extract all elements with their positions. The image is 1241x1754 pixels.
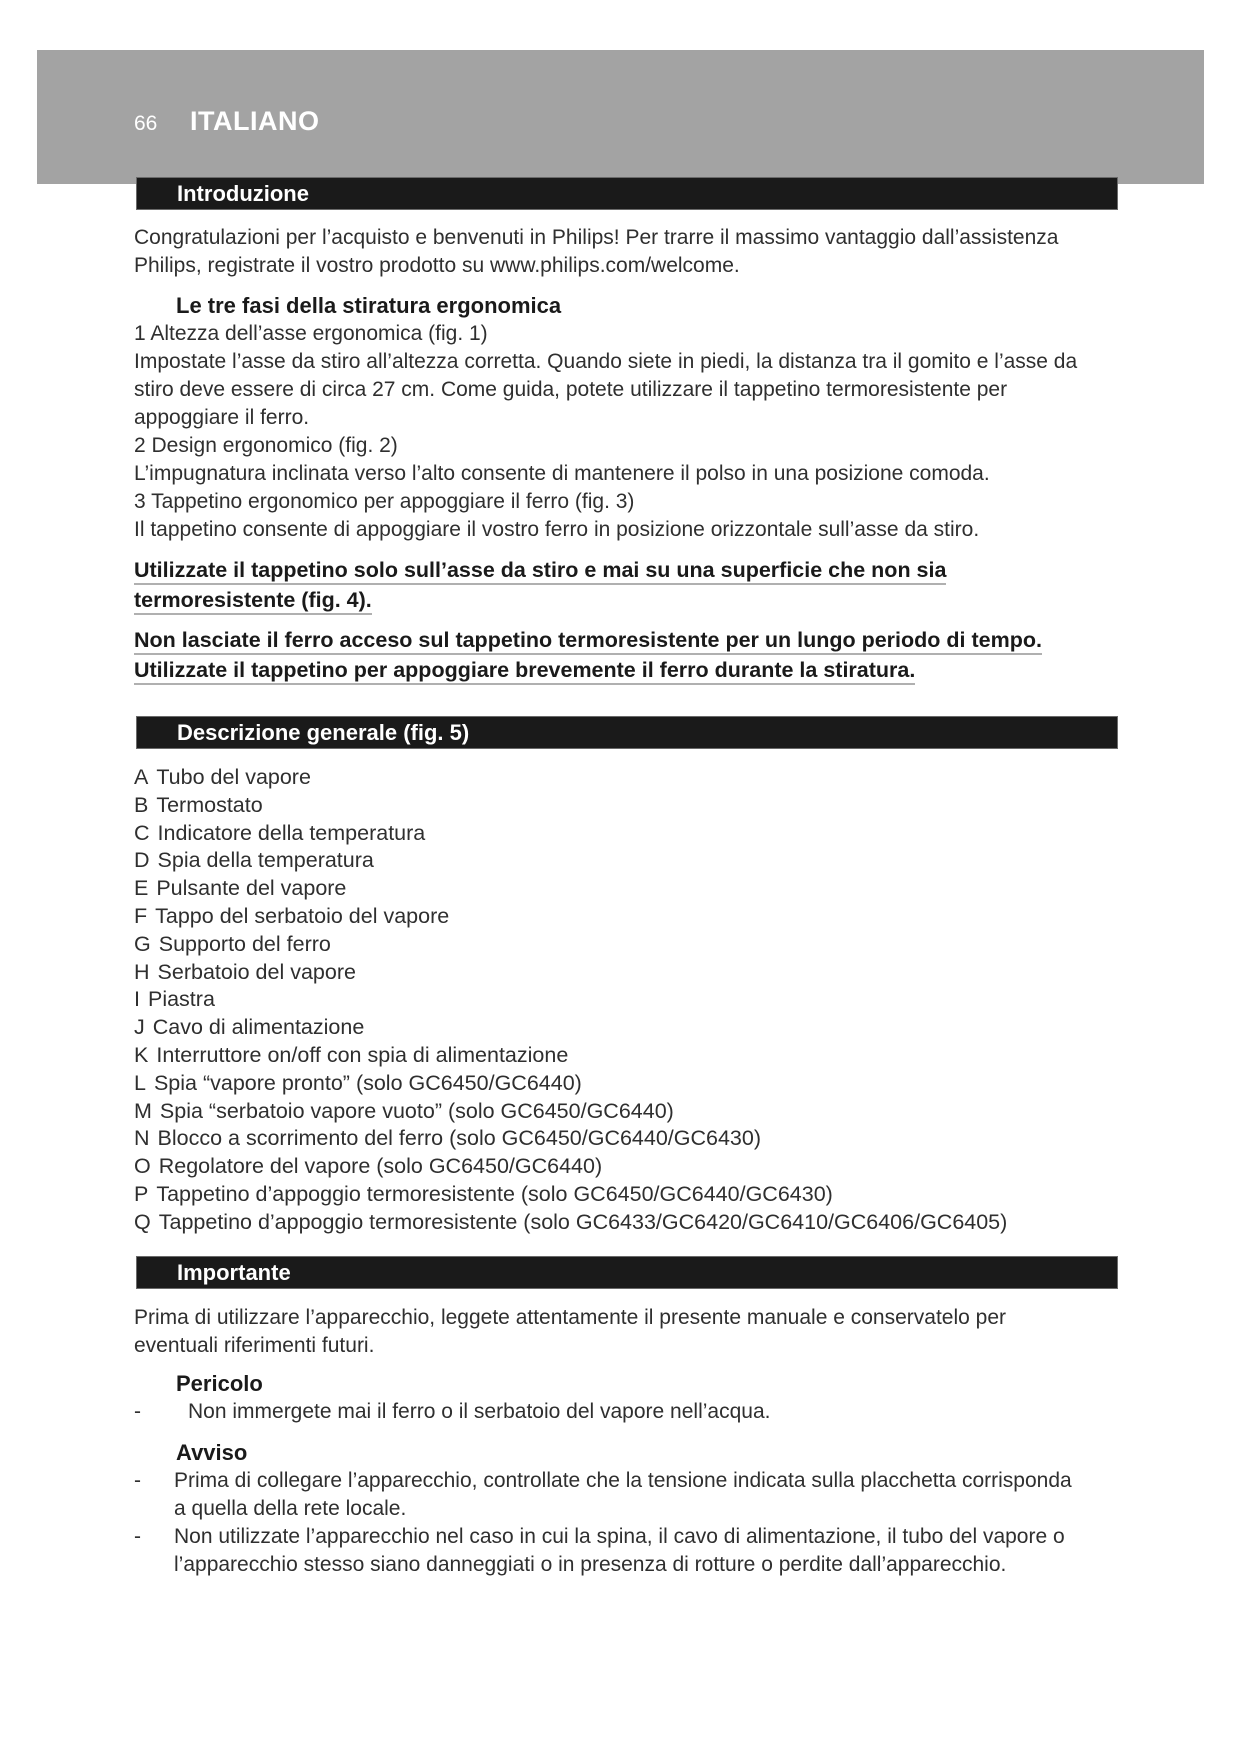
text-line: a quella della rete locale. xyxy=(174,1497,407,1520)
bullet-dash: - xyxy=(134,1469,141,1492)
list-item: B Termostato xyxy=(134,792,263,817)
section-title: Importante xyxy=(177,1260,291,1285)
section-bar-importante xyxy=(136,1256,1118,1289)
subheading-pericolo: Pericolo xyxy=(176,1371,263,1396)
list-item: C Indicatore della temperatura xyxy=(134,820,426,845)
subheading-avviso: Avviso xyxy=(176,1440,248,1465)
text-line: 1 Altezza dell’asse ergonomica (fig. 1) xyxy=(134,322,488,345)
intro-paragraph xyxy=(134,224,1124,280)
important-paragraph xyxy=(134,1304,1124,1360)
page-number: 66 xyxy=(134,112,158,135)
list-item: A Tubo del vapore xyxy=(134,765,311,789)
text-line: L’impugnatura inclinata verso l’alto consente di mantenere il polso in una posizione comoda. xyxy=(134,462,990,485)
text-line: 2 Design ergonomico (fig. 2) xyxy=(134,434,398,457)
warning-note-1 xyxy=(134,557,946,617)
text-line: 3 Tappetino ergonomico per appoggiare il ferro (fig. 3) xyxy=(134,490,635,513)
text-line: Non immergete mai il ferro o il serbatoio del vapore nell’acqua. xyxy=(188,1400,771,1423)
parts-list xyxy=(134,764,1007,1237)
section-bar-introduzione xyxy=(136,177,1118,210)
danger-list xyxy=(134,1398,770,1426)
list-item xyxy=(134,1398,770,1426)
list-item xyxy=(134,1523,1072,1579)
warning-line: Non lasciate il ferro acceso sul tappetino termoresistente per un lungo periodo di tempo. xyxy=(134,627,1042,655)
list-item: I Piastra xyxy=(134,987,215,1012)
bullet-dash: - xyxy=(134,1400,141,1423)
bullet-dash: - xyxy=(134,1525,141,1548)
section-title: Introduzione xyxy=(177,181,309,206)
section-bar-descrizione xyxy=(136,716,1118,749)
warning-note-2 xyxy=(134,627,1042,687)
list-item: O Regolatore del vapore (solo GC6450/GC6440) xyxy=(134,1154,603,1179)
text-line: Philips, registrate il vostro prodotto su www.philips.com/welcome. xyxy=(134,254,740,277)
subheading-stiratura: Le tre fasi della stiratura ergonomica xyxy=(176,293,562,318)
language-title: ITALIANO xyxy=(190,106,320,136)
list-item: K Interruttore on/off con spia di alimentazione xyxy=(134,1042,569,1067)
text-line: Congratulazioni per l’acquisto e benvenuti in Philips! Per trarre il massimo vantaggio dall’assistenza xyxy=(134,226,1059,249)
list-item: N Blocco a scorrimento del ferro (solo GC6450/GC6440/GC6430) xyxy=(134,1126,762,1151)
list-item: L Spia “vapore pronto” (solo GC6450/GC6440) xyxy=(134,1070,582,1095)
warning-list xyxy=(134,1467,1072,1579)
section-title: Descrizione generale (fig. 5) xyxy=(177,720,470,745)
text-line: Prima di utilizzare l’apparecchio, leggete attentamente il presente manuale e conservatelo per xyxy=(134,1306,1006,1329)
text-line: l’apparecchio stesso siano danneggiati o in presenza di rotture o perdite dall’apparecchio. xyxy=(174,1553,1007,1576)
list-item: H Serbatoio del vapore xyxy=(134,959,356,984)
text-line: Non utilizzate l’apparecchio nel caso in cui la spina, il cavo di alimentazione, il tubo del vapore o xyxy=(174,1525,1065,1548)
list-item: E Pulsante del vapore xyxy=(134,876,347,901)
text-line: Impostate l’asse da stiro all’altezza corretta. Quando siete in piedi, la distanza tra il gomito e l’asse da xyxy=(134,350,1078,373)
list-item: G Supporto del ferro xyxy=(134,931,331,956)
steps-block xyxy=(134,320,1124,544)
list-item: M Spia “serbatoio vapore vuoto” (solo GC6450/GC6440) xyxy=(134,1098,674,1123)
list-item: F Tappo del serbatoio del vapore xyxy=(134,903,450,928)
warning-line: termoresistente (fig. 4). xyxy=(134,587,372,615)
text-line: Prima di collegare l’apparecchio, controllate che la tensione indicata sulla placchetta corrisponda xyxy=(174,1469,1072,1492)
text-line: Il tappetino consente di appoggiare il vostro ferro in posizione orizzontale sull’asse da stiro. xyxy=(134,518,980,541)
list-item: Q Tappetino d’appoggio termoresistente (solo GC6433/GC6420/GC6410/GC6406/GC6405) xyxy=(134,1209,1008,1234)
list-item xyxy=(134,1467,1072,1523)
text-line: appoggiare il ferro. xyxy=(134,406,310,429)
list-item: D Spia della temperatura xyxy=(134,848,374,873)
warning-line: Utilizzate il tappetino solo sull’asse da stiro e mai su una superficie che non sia xyxy=(134,557,946,585)
list-item: P Tappetino d’appoggio termoresistente (solo GC6450/GC6440/GC6430) xyxy=(134,1181,833,1206)
text-line: stiro deve essere di circa 27 cm. Come guida, potete utilizzare il tappetino termoresistente per xyxy=(134,378,1008,401)
warning-line: Utilizzate il tappetino per appoggiare brevemente il ferro durante la stiratura. xyxy=(134,657,915,685)
text-line: eventuali riferimenti futuri. xyxy=(134,1334,375,1357)
list-item: J Cavo di alimentazione xyxy=(134,1015,365,1040)
